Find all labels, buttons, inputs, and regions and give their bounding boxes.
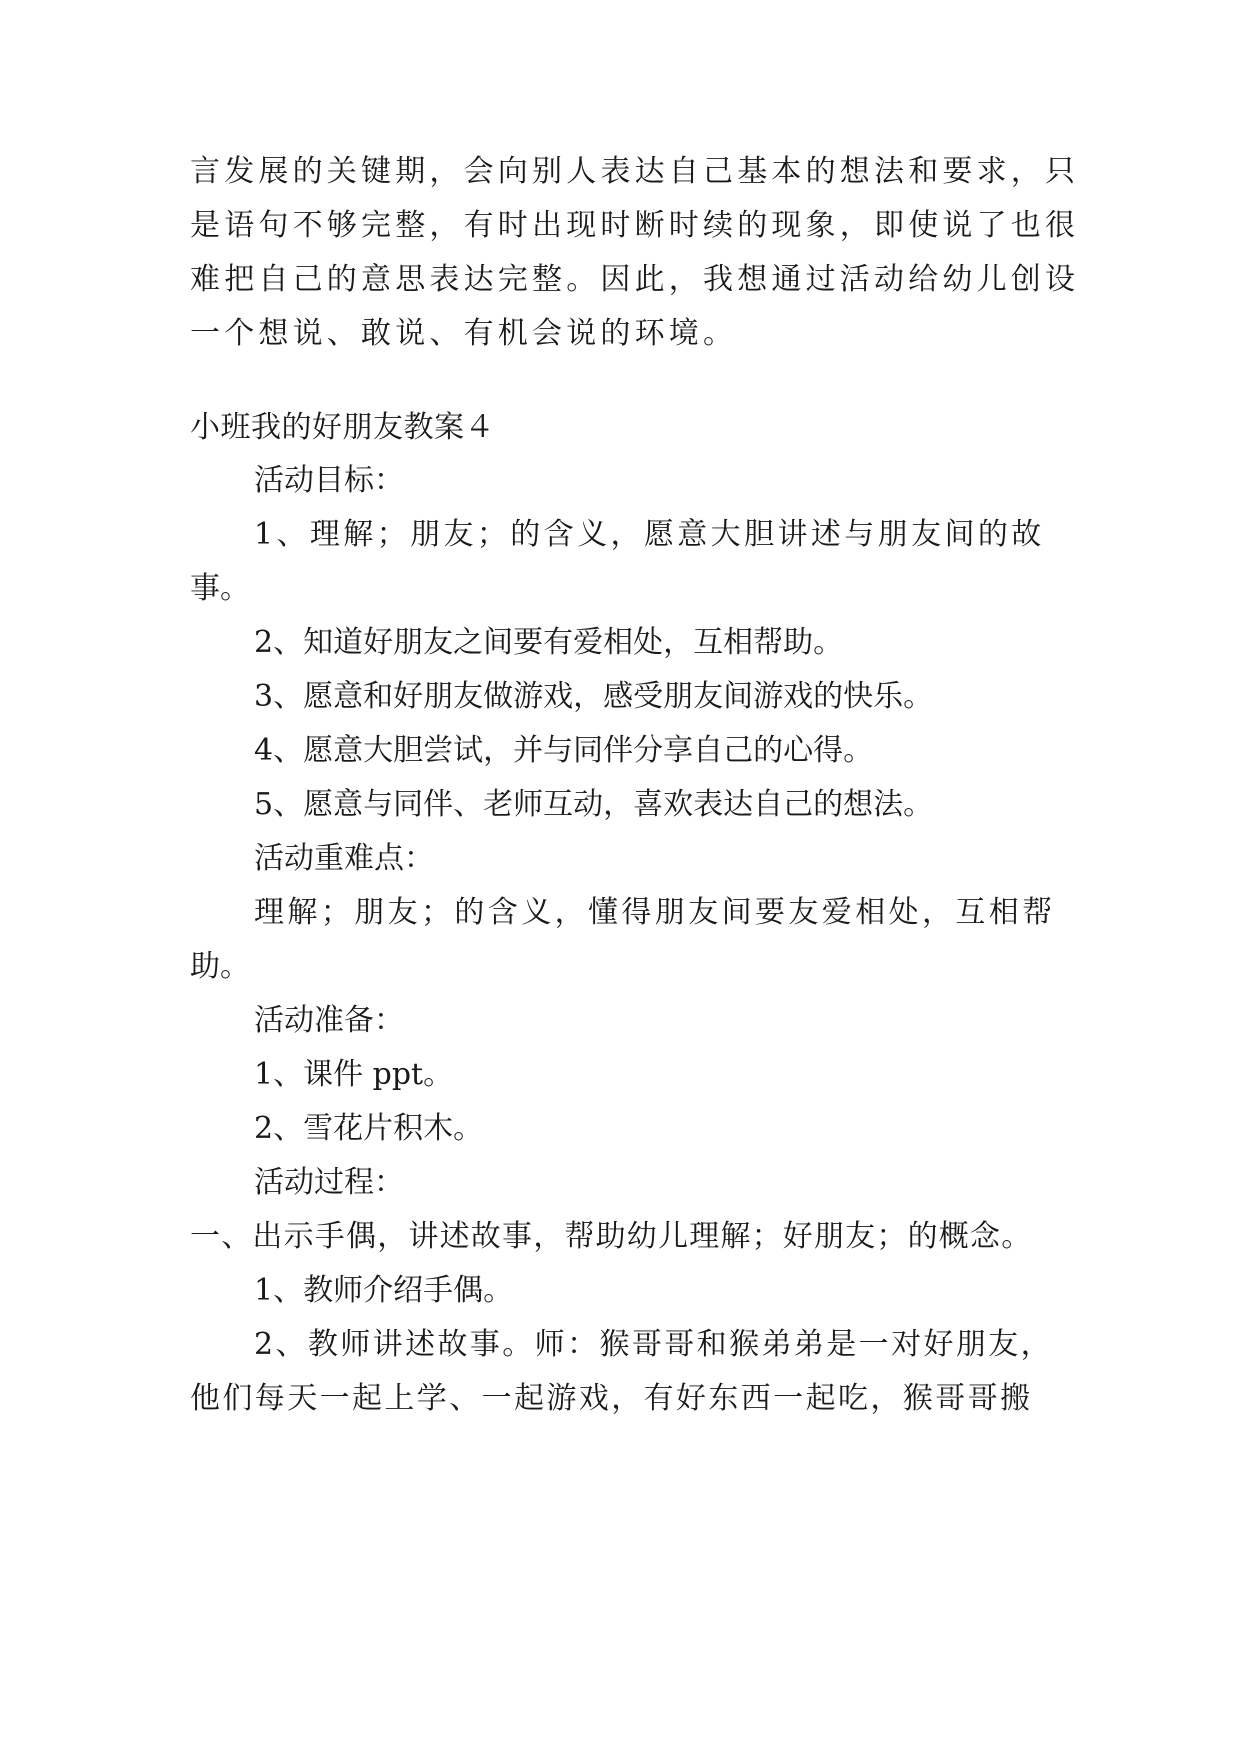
intro-line-2: 是语句不够完整，有时出现时断时续的现象，即使说了也很 <box>190 208 1080 243</box>
intro-line-1: 言发展的关键期，会向别人表达自己基本的想法和要求，只 <box>190 154 1080 189</box>
section-title: 小班我的好朋友教案４ <box>190 410 495 445</box>
goals-heading: 活动目标： <box>254 463 404 498</box>
process-step-one-item-1: 1、教师介绍手偶。 <box>254 1273 514 1308</box>
goal-5: 5、愿意与同伴、老师互动，喜欢表达自己的想法。 <box>254 787 934 822</box>
process-step-one-item-2-line-2: 他们每天一起上学、一起游戏，有好东西一起吃，猴哥哥搬 <box>190 1381 1033 1416</box>
prep-item-2: 2、雪花片积木。 <box>254 1111 484 1146</box>
process-step-one: 一、出示手偶，讲述故事，帮助幼儿理解；好朋友；的概念。 <box>190 1219 1033 1254</box>
process-heading: 活动过程： <box>254 1165 404 1200</box>
goal-1-line-2: 事。 <box>190 571 250 606</box>
goal-2: 2、知道好朋友之间要有爱相处，互相帮助。 <box>254 625 844 660</box>
intro-line-3: 难把自己的意思表达完整。因此，我想通过活动给幼儿创设 <box>190 262 1080 297</box>
goal-3: 3、愿意和好朋友做游戏，感受朋友间游戏的快乐。 <box>254 679 934 714</box>
preparation-heading: 活动准备： <box>254 1003 404 1038</box>
goal-4: 4、愿意大胆尝试，并与同伴分享自己的心得。 <box>254 733 874 768</box>
key-points-line-2: 助。 <box>190 949 250 984</box>
key-points-line-1: 理解；朋友；的含义，懂得朋友间要友爱相处，互相帮 <box>254 895 1056 930</box>
process-step-one-item-2-line-1: 2、教师讲述故事。师：猴哥哥和猴弟弟是一对好朋友， <box>254 1327 1054 1362</box>
intro-line-4: 一个想说、敢说、有机会说的环境。 <box>190 316 738 351</box>
goal-1-line-1: 1、理解；朋友；的含义，愿意大胆讲述与朋友间的故 <box>254 517 1045 552</box>
key-points-heading: 活动重难点： <box>254 841 434 876</box>
prep-item-1: 1、课件 ppt。 <box>254 1057 454 1092</box>
